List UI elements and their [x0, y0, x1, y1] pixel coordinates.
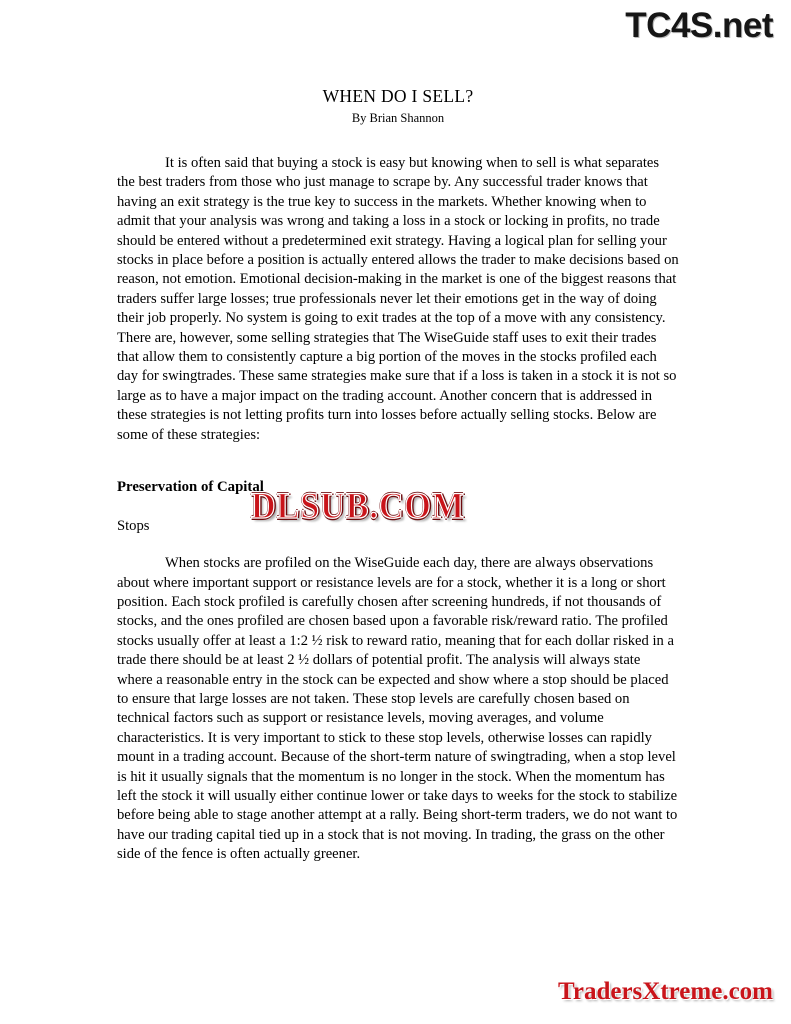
paragraph-intro: It is often said that buying a stock is easy but knowing when to sell is what separates the best traders from those who just manage to scrape by. Any successful trader knows that having an exit strategy is the true key to success in the markets. Whether knowing when to admit that your analysis was wrong and taking a loss in a stock or locking in profits, no trade should be entered without a predetermined exit strategy. Having a logical plan for selling your stocks in place before a position is actually entered allows the trader to make decisions based on reason, not emotion. Emotional decision-making in the market is one of the biggest reasons that traders suffer large losses; true professionals never let their emotions get in the way of doing their job properly. No system is going to exit trades at the top of a move with any consistency. There are, however, some selling strategies that The WiseGuide staff uses to exit their trades that allow them to consistently capture a big portion of the moves in the stocks profiled each day for swingtrades. These same strategies make sure that if a loss is taken in a stock it is not so large as to have a major impact on the trading account. Another concern that is addressed in these strategies is not letting profits turn into losses before actually selling stocks. Below are some of these strategies:: [117, 155, 679, 443]
document-body: [117, 86, 679, 865]
watermark-middle: DLSUB.COM: [251, 486, 465, 527]
paragraph-stops: When stocks are profiled on the WiseGuide each day, there are always observations about where important support or resistance levels are for a stock, whether it is a long or short position. Each stock profiled is carefully chosen after screening hundreds, if not thousands of stocks, and the ones profiled are chosen based upon a favorable risk/reward ratio. The profiled stocks usually offer at least a 1:2 ½ risk to reward ratio, meaning that for each dollar risked in a trade there should be at least 2 ½ dollars of potential profit. The analysis will always state where a reasonable entry in the stock can be expected and show where a stop should be placed to ensure that large losses are not taken. These stop levels are carefully chosen based on technical factors such as support or resistance levels, moving averages, and volume characteristics. It is very important to stick to these stop levels, otherwise losses can rapidly mount in a trading account. Because of the short-term nature of swingtrading, when a stop level is hit it usually signals that the momentum is no longer in the stock. When the momentum has left the stock it will usually either continue lower or take days to weeks for the stock to stabilize before being able to stage another attempt at a rally. Being short-term traders, we do not want to have our trading capital tied up in a stock that is not moving. In trading, the grass on the other side of the fence is often actually greener.: [117, 555, 678, 863]
section-heading-preservation-of-capital: Preservation of Capital: [117, 479, 264, 496]
sub-heading-stops: Stops: [117, 518, 150, 535]
watermark-bottom-right: TradersXtreme.com: [558, 978, 773, 1005]
watermark-top-right: TC4S.net: [625, 6, 773, 45]
page-title: WHEN DO I SELL?: [322, 86, 474, 106]
byline: By Brian Shannon: [351, 111, 445, 125]
paragraph-spacer: [117, 535, 679, 554]
